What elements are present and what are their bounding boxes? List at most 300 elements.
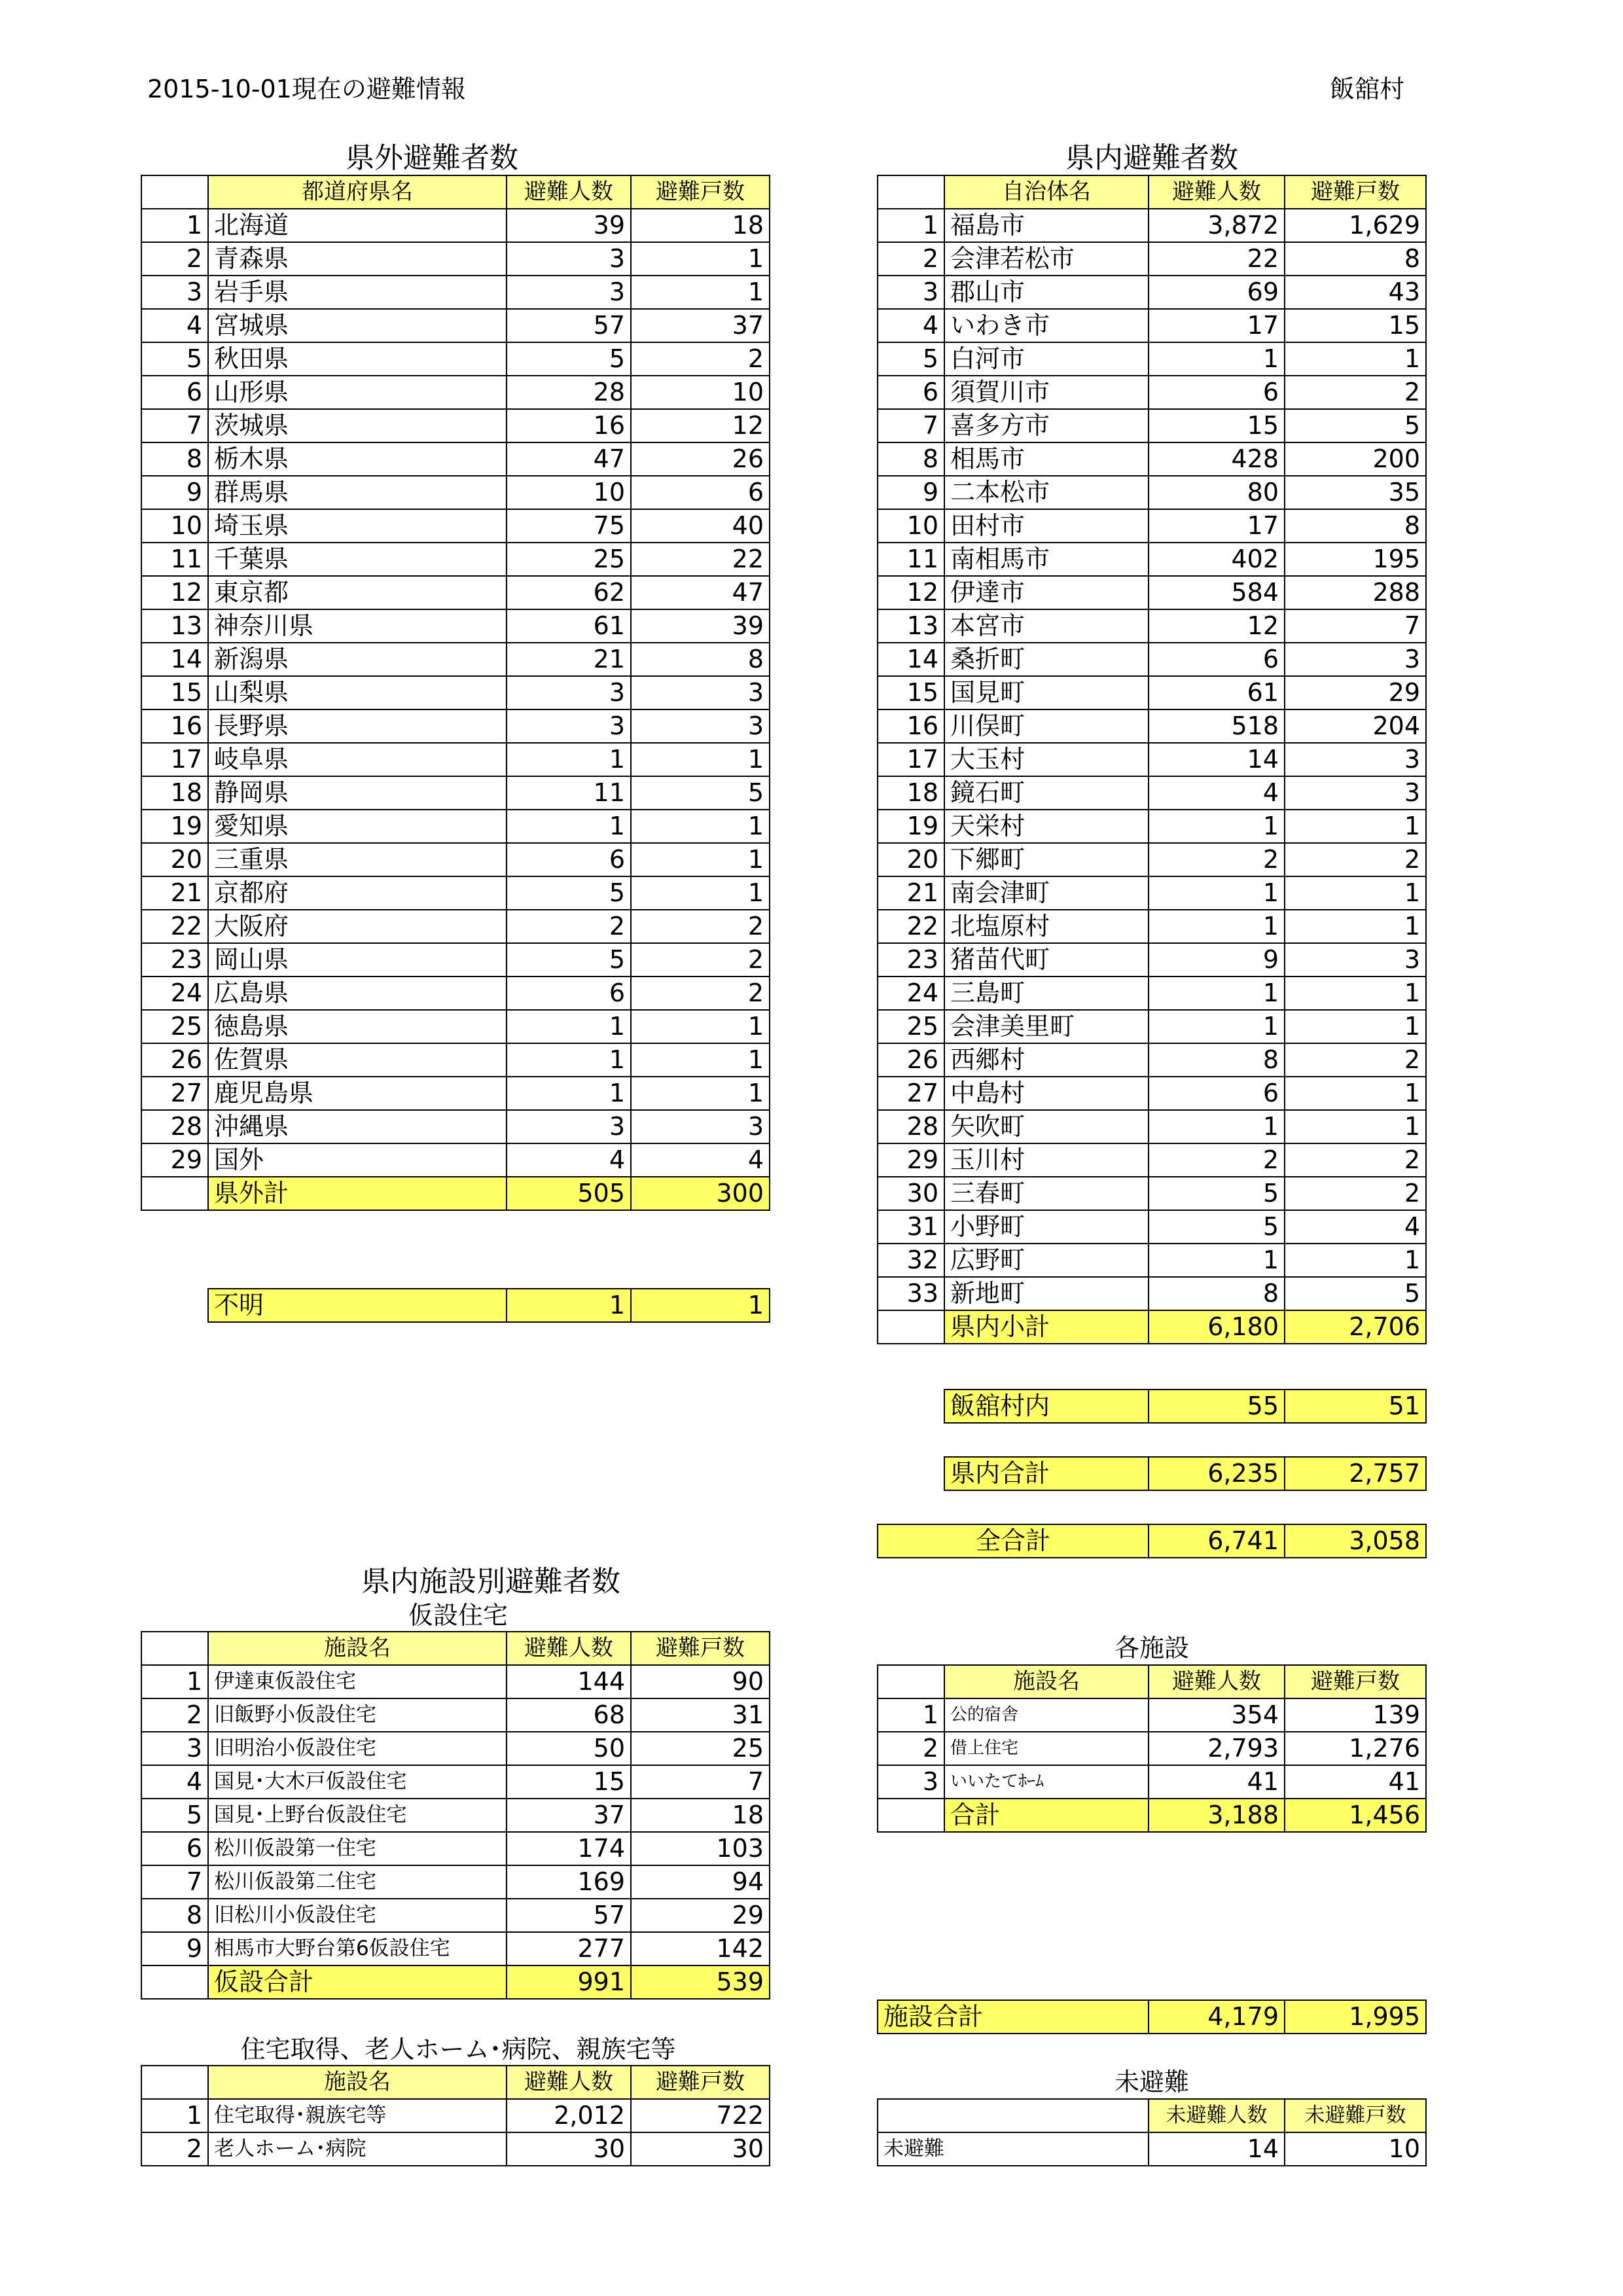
grand-total-households: 3,058 [1285,1524,1426,1558]
outside-households: 1 [631,876,770,910]
temp-housing-households: 142 [631,1932,770,1965]
housing-header-index [141,2066,208,2099]
inside-households: 204 [1285,709,1426,743]
outside-row [141,476,770,509]
outside-households: 6 [631,476,770,509]
inside-index: 14 [878,643,944,676]
inside-row [878,342,1426,376]
outside-index: 25 [141,1010,208,1043]
inside-index: 18 [878,776,944,810]
each-facility-name: 借上住宅 [944,1732,1149,1765]
inside-people: 1 [1149,876,1285,910]
outside-name: 京都府 [208,876,507,910]
outside-name: 北海道 [208,209,507,242]
housing-name: 老人ホーム･病院 [208,2132,507,2166]
inside-name: 桑折町 [944,643,1149,676]
inside-row [878,810,1426,843]
inside-name: いわき市 [944,309,1149,342]
outside-people: 57 [507,309,631,342]
temp-housing-people: 57 [507,1899,631,1932]
each-facility-row [878,1698,1426,1732]
outside-households: 2 [631,342,770,376]
inside-name: 相馬市 [944,442,1149,476]
inside-index: 8 [878,442,944,476]
outside-row [141,743,770,776]
inside-households: 35 [1285,476,1426,509]
inside-row [878,910,1426,943]
temp-housing-header-name: 施設名 [208,1632,507,1665]
each-facility-index: 1 [878,1698,944,1732]
outside-households: 10 [631,376,770,409]
inside-people: 8 [1149,1277,1285,1310]
outside-people: 25 [507,543,631,576]
inside-households: 195 [1285,543,1426,576]
inside-row [878,1210,1426,1244]
outside-people: 39 [507,209,631,242]
inside-households: 3 [1285,776,1426,810]
outside-name: 山梨県 [208,676,507,709]
each-facility-index: 2 [878,1732,944,1765]
not-evacuated-title: 未避難 [1114,2068,1189,2096]
village-name: 飯舘村 [1330,75,1405,103]
outside-name: 新潟県 [208,643,507,676]
inside-header-index [878,175,944,209]
inside-households: 1 [1285,910,1426,943]
temp-housing-name: 旧飯野小仮設住宅 [208,1698,507,1732]
temp-housing-row [141,1899,770,1932]
housing-header-people: 避難人数 [507,2066,631,2099]
outside-row [141,1110,770,1143]
outside-header-people: 避難人数 [507,175,631,209]
inside-index: 31 [878,1210,944,1244]
outside-index: 3 [141,276,208,309]
inside-people: 428 [1149,442,1285,476]
facility-total-people: 4,179 [1149,2000,1285,2034]
outside-row [141,376,770,409]
inside-row [878,1244,1426,1277]
date-title: 2015-10-01現在の避難情報 [147,75,466,103]
outside-row [141,943,770,977]
inside-people: 17 [1149,509,1285,543]
inside-header-households: 避難戸数 [1285,175,1426,209]
housing-row [141,2132,770,2166]
outside-row [141,910,770,943]
outside-name: 茨城県 [208,409,507,442]
outside-row [141,543,770,576]
temp-housing-row [141,1732,770,1765]
outside-index: 2 [141,242,208,276]
inside-households: 5 [1285,1277,1426,1310]
inside-index: 26 [878,1043,944,1077]
village-inside-people: 55 [1149,1390,1285,1423]
inside-row [878,843,1426,876]
outside-index: 16 [141,709,208,743]
temp-housing-header-households: 避難戸数 [631,1632,770,1665]
inside-people: 1 [1149,977,1285,1010]
temp-housing-people: 174 [507,1832,631,1865]
inside-row [878,876,1426,910]
outside-total-row [141,1177,770,1210]
inside-index: 28 [878,1110,944,1143]
each-facility-total-label: 合計 [944,1799,1149,1832]
outside-row [141,977,770,1010]
inside-name: 南会津町 [944,876,1149,910]
each-facility-header-index [878,1665,944,1698]
inside-row [878,1043,1426,1077]
inside-people: 2 [1149,1143,1285,1177]
inside-index: 25 [878,1010,944,1043]
temp-housing-name: 旧明治小仮設住宅 [208,1732,507,1765]
temp-housing-households: 29 [631,1899,770,1932]
inside-households: 8 [1285,509,1426,543]
inside-name: 下郷町 [944,843,1149,876]
inside-households: 1 [1285,1110,1426,1143]
temp-housing-people: 15 [507,1765,631,1799]
inside-name: 田村市 [944,509,1149,543]
inside-people: 6 [1149,376,1285,409]
inside-name: 会津若松市 [944,242,1149,276]
outside-row [141,276,770,309]
outside-index: 4 [141,309,208,342]
inside-name: 須賀川市 [944,376,1149,409]
unknown-households: 1 [631,1289,770,1322]
outside-index: 13 [141,609,208,643]
inside-index: 19 [878,810,944,843]
village-inside-label: 飯舘村内 [944,1390,1149,1423]
inside-name: 国見町 [944,676,1149,709]
inside-sub-total-households: 2,706 [1285,1310,1426,1344]
outside-row [141,843,770,876]
outside-index: 21 [141,876,208,910]
outside-total-label: 県外計 [208,1177,507,1210]
each-facility-households: 41 [1285,1765,1426,1799]
not-evacuated-households: 10 [1285,2132,1426,2166]
outside-name: 東京都 [208,576,507,609]
inside-row [878,609,1426,643]
outside-people: 1 [507,1010,631,1043]
inside-name: 喜多方市 [944,409,1149,442]
inside-people: 1 [1149,1244,1285,1277]
temp-housing-households: 25 [631,1732,770,1765]
inside-row [878,1010,1426,1043]
temp-housing-row [141,1832,770,1865]
outside-households: 2 [631,977,770,1010]
inside-households: 43 [1285,276,1426,309]
each-facility-name: 公的宿舎 [944,1698,1149,1732]
not-evacuated-header-households: 未避難戸数 [1285,2099,1426,2132]
outside-row [141,776,770,810]
inside-row [878,709,1426,743]
housing-index: 2 [141,2132,208,2166]
outside-name: 群馬県 [208,476,507,509]
not-evacuated-header-people: 未避難人数 [1149,2099,1285,2132]
inside-people: 12 [1149,609,1285,643]
each-facility-people: 354 [1149,1698,1285,1732]
inside-households: 3 [1285,643,1426,676]
outside-index: 29 [141,1143,208,1177]
inside-index: 24 [878,977,944,1010]
outside-households: 8 [631,643,770,676]
outside-row [141,1143,770,1177]
inside-row [878,743,1426,776]
inside-people: 1 [1149,342,1285,376]
inside-households: 1 [1285,342,1426,376]
housing-header-name: 施設名 [208,2066,507,2099]
inside-index: 13 [878,609,944,643]
inside-index: 22 [878,910,944,943]
inside-header-name: 自治体名 [944,175,1149,209]
outside-name: 長野県 [208,709,507,743]
outside-total-blank [141,1177,208,1210]
inside-name: 西郷村 [944,1043,1149,1077]
outside-people: 1 [507,810,631,843]
each-facility-people: 41 [1149,1765,1285,1799]
outside-header-name: 都道府県名 [208,175,507,209]
outside-name: 鹿児島県 [208,1077,507,1110]
inside-index: 5 [878,342,944,376]
outside-people: 2 [507,910,631,943]
outside-row [141,676,770,709]
inside-name: 天栄村 [944,810,1149,843]
temp-housing-households: 90 [631,1665,770,1698]
inside-households: 8 [1285,242,1426,276]
outside-index: 10 [141,509,208,543]
not-evacuated-people: 14 [1149,2132,1285,2166]
housing-name: 住宅取得･親族宅等 [208,2099,507,2132]
unknown-people: 1 [507,1289,631,1322]
inside-header-people: 避難人数 [1149,175,1285,209]
inside-index: 16 [878,709,944,743]
inside-name: 二本松市 [944,476,1149,509]
inside-name: 川俣町 [944,709,1149,743]
outside-people: 1 [507,1043,631,1077]
temp-housing-households: 7 [631,1765,770,1799]
inside-row [878,676,1426,709]
outside-households: 26 [631,442,770,476]
inside-index: 6 [878,376,944,409]
outside-title: 県外避難者数 [346,141,518,175]
temp-housing-header-row [141,1632,770,1665]
inside-households: 2 [1285,1143,1426,1177]
inside-households: 2 [1285,376,1426,409]
outside-name: 千葉県 [208,543,507,576]
inside-row [878,209,1426,242]
outside-people: 1 [507,1077,631,1110]
outside-people: 3 [507,1110,631,1143]
temp-housing-people: 144 [507,1665,631,1698]
inside-row [878,1143,1426,1177]
inside-people: 402 [1149,543,1285,576]
temp-housing-row [141,1799,770,1832]
outside-households: 1 [631,810,770,843]
outside-households: 39 [631,609,770,643]
outside-index: 17 [141,743,208,776]
temp-housing-households: 94 [631,1865,770,1899]
temp-housing-households: 103 [631,1832,770,1865]
outside-row [141,409,770,442]
inside-name: 南相馬市 [944,543,1149,576]
each-facility-households: 139 [1285,1698,1426,1732]
temp-housing-name: 国見･大木戸仮設住宅 [208,1765,507,1799]
inside-name: 白河市 [944,342,1149,376]
housing-households: 30 [631,2132,770,2166]
outside-name: 埼玉県 [208,509,507,543]
inside-row [878,309,1426,342]
housing-title: 住宅取得、老人ホーム･病院、親族宅等 [240,2035,676,2064]
outside-people: 3 [507,276,631,309]
outside-row [141,442,770,476]
inside-households: 1 [1285,876,1426,910]
outside-people: 1 [507,743,631,776]
temp-housing-header-index [141,1632,208,1665]
outside-header-households: 避難戸数 [631,175,770,209]
outside-households: 1 [631,1077,770,1110]
outside-index: 18 [141,776,208,810]
inside-row [878,476,1426,509]
outside-name: 宮城県 [208,309,507,342]
temp-housing-header-people: 避難人数 [507,1632,631,1665]
outside-index: 9 [141,476,208,509]
inside-name: 会津美里町 [944,1010,1149,1043]
each-facility-total-people: 3,188 [1149,1799,1285,1832]
inside-index: 21 [878,876,944,910]
outside-header-row [141,175,770,209]
outside-name: 神奈川県 [208,609,507,643]
outside-people: 75 [507,509,631,543]
inside-index: 15 [878,676,944,709]
outside-people: 3 [507,242,631,276]
each-facility-index: 3 [878,1765,944,1799]
inside-table [877,175,1427,1344]
temp-housing-title: 仮設住宅 [408,1601,508,1630]
inside-households: 1 [1285,1077,1426,1110]
outside-index: 5 [141,342,208,376]
inside-people: 4 [1149,776,1285,810]
outside-households: 12 [631,409,770,442]
outside-index: 8 [141,442,208,476]
inside-households: 1 [1285,977,1426,1010]
temp-housing-index: 9 [141,1932,208,1965]
outside-index: 20 [141,843,208,876]
inside-index: 20 [878,843,944,876]
each-facility-total-blank [878,1799,944,1832]
inside-households: 15 [1285,309,1426,342]
outside-households: 3 [631,709,770,743]
temp-housing-people: 68 [507,1698,631,1732]
inside-row [878,977,1426,1010]
temp-housing-index: 3 [141,1732,208,1765]
inside-people: 5 [1149,1210,1285,1244]
each-facility-title: 各施設 [1114,1634,1189,1662]
each-facility-header-row [878,1665,1426,1698]
inside-row [878,943,1426,977]
temp-housing-people: 169 [507,1865,631,1899]
inside-row [878,1177,1426,1210]
inside-name: 猪苗代町 [944,943,1149,977]
inside-name: 中島村 [944,1077,1149,1110]
temp-housing-index: 1 [141,1665,208,1698]
inside-name: 三春町 [944,1177,1149,1210]
outside-index: 24 [141,977,208,1010]
inside-people: 1 [1149,1110,1285,1143]
inside-households: 29 [1285,676,1426,709]
inside-name: 矢吹町 [944,1110,1149,1143]
inside-row [878,276,1426,309]
outside-name: 山形県 [208,376,507,409]
outside-people: 62 [507,576,631,609]
inside-name: 鏡石町 [944,776,1149,810]
inside-name: 広野町 [944,1244,1149,1277]
inside-name: 郡山市 [944,276,1149,309]
temp-housing-total-row [141,1965,770,1999]
outside-name: 徳島県 [208,1010,507,1043]
temp-housing-households: 18 [631,1799,770,1832]
inside-people: 17 [1149,309,1285,342]
inside-people: 1 [1149,910,1285,943]
outside-row [141,342,770,376]
inside-people: 6 [1149,643,1285,676]
inside-index: 29 [878,1143,944,1177]
inside-index: 1 [878,209,944,242]
inside-people: 22 [1149,242,1285,276]
each-facility-total-households: 1,456 [1285,1799,1426,1832]
inside-households: 4 [1285,1210,1426,1244]
inside-row [878,242,1426,276]
outside-households: 1 [631,843,770,876]
temp-housing-table [141,1631,770,2000]
each-facility-header-households: 避難戸数 [1285,1665,1426,1698]
temp-housing-name: 伊達東仮設住宅 [208,1665,507,1698]
outside-households: 4 [631,1143,770,1177]
housing-people: 30 [507,2132,631,2166]
inside-households: 1 [1285,1010,1426,1043]
outside-people: 28 [507,376,631,409]
outside-people: 4 [507,1143,631,1177]
inside-header-row [878,175,1426,209]
inside-total-label: 県内合計 [944,1457,1149,1490]
outside-people: 6 [507,843,631,876]
inside-people: 3,872 [1149,209,1285,242]
each-facility-people: 2,793 [1149,1732,1285,1765]
inside-index: 11 [878,543,944,576]
inside-title: 県内避難者数 [1065,141,1238,175]
temp-housing-households: 31 [631,1698,770,1732]
outside-row [141,1010,770,1043]
inside-name: 新地町 [944,1277,1149,1310]
inside-index: 27 [878,1077,944,1110]
outside-households: 1 [631,242,770,276]
outside-name: 大阪府 [208,910,507,943]
outside-people: 5 [507,876,631,910]
outside-people: 11 [507,776,631,810]
temp-housing-total-households: 539 [631,1965,770,1999]
temp-housing-index: 6 [141,1832,208,1865]
inside-row [878,1077,1426,1110]
outside-row [141,709,770,743]
outside-row [141,1077,770,1110]
inside-name: 福島市 [944,209,1149,242]
inside-name: 大玉村 [944,743,1149,776]
facility-total-label: 施設合計 [878,2000,1149,2034]
inside-people: 1 [1149,810,1285,843]
outside-name: 青森県 [208,242,507,276]
outside-name: 岐阜県 [208,743,507,776]
inside-sub-total-row [878,1310,1426,1344]
inside-households: 3 [1285,943,1426,977]
temp-housing-name: 旧松川小仮設住宅 [208,1899,507,1932]
outside-people: 16 [507,409,631,442]
outside-index: 23 [141,943,208,977]
